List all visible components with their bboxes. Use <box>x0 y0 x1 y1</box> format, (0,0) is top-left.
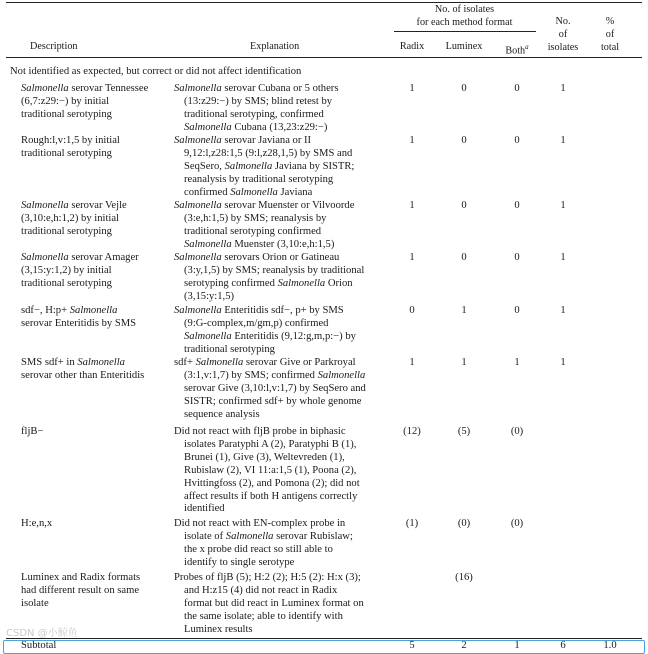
col-pct-header: % of total <box>600 16 620 53</box>
row-both-count: (0) <box>510 518 524 529</box>
row-luminex-count: (16) <box>455 572 473 583</box>
row-isolates-count: 1 <box>560 252 566 263</box>
row-radix-count: 1 <box>409 252 415 263</box>
row-radix-count: (1) <box>405 518 419 529</box>
row-explanation: Did not react with fljB probe in biphasic isolates Paratyphi A (2), Paratyphi B (1), Brunei (1), Give (3), Weltevreden (1), Rubislaw (2), VI 11:a:1,5 (1), Poona (2), Hvittingfoss (2), and Pomona (2); did not affect results if both H antigens correctly identified <box>174 426 360 515</box>
row-description: Salmonella serovar Vejle (3,10:e,h:1,2) by initial traditional serotyping <box>21 200 127 237</box>
row-explanation: Salmonella Enteritidis sdf−, p+ by SMS (9:G-complex,m/gm,p) confirmed Salmonella Enteritidis (9,12:g,m,p:−) by traditional serotyping <box>174 305 356 355</box>
row-radix-count: 1 <box>409 200 415 211</box>
row-luminex-count: (5) <box>457 426 471 437</box>
row-explanation: sdf+ Salmonella serovar Give or Parkroyal (3:1,v:1,7) by SMS; confirmed Salmonella serovar Give (3,10:l,v:1,7) by SeqSero and SISTR; confirmed sdf+ by whole genome sequence analysis <box>174 357 366 420</box>
row-luminex-count: 0 <box>461 135 467 146</box>
row-explanation: Salmonella serovars Orion or Gatineau (3:y,1,5) by SMS; reanalysis by traditional serotyping confirmed Salmonella Orion (3,15:y:1,5) <box>174 252 365 302</box>
row-luminex-count: 1 <box>461 357 467 368</box>
row-both-count: 0 <box>514 305 520 316</box>
row-description: sdf−, H:p+ Salmonella serovar Enteritidis by SMS <box>21 305 137 329</box>
subtotal-luminex: 2 <box>461 640 467 651</box>
row-isolates-count: 1 <box>560 200 566 211</box>
row-explanation: Salmonella serovar Cubana or 5 others (13:z29:−) by SMS; blind retest by traditional serotyping, confirmed Salmonella Cubana (13,23:z29:−) <box>174 83 339 133</box>
row-luminex-count: 0 <box>461 83 467 94</box>
col-radix-header: Radix <box>399 41 425 52</box>
subtotal-pct: 1.0 <box>603 640 617 651</box>
subtotal-radix: 5 <box>409 640 415 651</box>
group-header-rule <box>394 31 536 32</box>
watermark: CSDN @小鲸鱼 <box>6 628 78 639</box>
row-description: Salmonella serovar Tennessee (6,7:z29:−) by initial traditional serotyping <box>21 83 149 120</box>
table-top-rule <box>6 2 642 3</box>
header-bottom-rule <box>6 57 642 58</box>
row-explanation: Salmonella serovar Muenster or Vilvoorde (3:e,h:1,5) by SMS; reanalysis by traditional serotyping confirmed Salmonella Muenster (3,10:e,h:1,5) <box>174 200 355 250</box>
row-explanation: Probes of fljB (5); H:2 (2); H:5 (2): H:x (3); and H:z15 (4) did not react in Radix format but did react in Luminex format on the same isolate; able to identify with Luminex results <box>174 572 364 635</box>
col-both-header: Both$^a$ <box>505 43 529 57</box>
row-both-count: (0) <box>510 426 524 437</box>
subtotal-both: 1 <box>514 640 520 651</box>
row-luminex-count: 0 <box>461 200 467 211</box>
subtotal-rule <box>6 638 642 639</box>
row-description: H:e,n,x <box>21 518 53 529</box>
row-explanation: Salmonella serovar Javiana or II 9,12:l,z28:1,5 (9:l,z28,1,5) by SMS and SeqSero, Salmonella Javiana by SISTR; reanalysis by traditional serotyping confirmed Salmonella Javiana <box>174 135 355 198</box>
row-isolates-count: 1 <box>560 305 566 316</box>
row-description: Salmonella serovar Amager (3,15:y:1,2) by initial traditional serotyping <box>21 252 139 289</box>
row-both-count: 0 <box>514 83 520 94</box>
row-luminex-count: 1 <box>461 305 467 316</box>
row-both-count: 0 <box>514 135 520 146</box>
row-luminex-count: (0) <box>457 518 471 529</box>
row-description: Rough:l,v:1,5 by initial traditional serotyping <box>21 135 120 159</box>
row-description: Luminex and Radix formats had different result on same isolate <box>21 572 141 609</box>
col-no-isolates-header: No. of isolates <box>547 16 579 53</box>
row-isolates-count: 1 <box>560 357 566 368</box>
row-both-count: 1 <box>514 357 520 368</box>
row-explanation: Did not react with EN-complex probe in isolate of Salmonella serovar Rubislaw; the x probe did react so still able to identify to single serotype <box>174 518 353 568</box>
subtotal-label: Subtotal <box>21 640 57 651</box>
col-luminex-header: Luminex <box>445 41 483 52</box>
col-description-header: Description <box>30 41 78 52</box>
row-isolates-count: 1 <box>560 83 566 94</box>
section-title: Not identified as expected, but correct or did not affect identification <box>10 66 302 77</box>
group-header: No. of isolates for each method format <box>416 4 513 28</box>
row-description: fljB− <box>21 426 44 437</box>
subtotal-isolates: 6 <box>560 640 566 651</box>
row-description: SMS sdf+ in Salmonella serovar other than Enteritidis <box>21 357 145 381</box>
row-both-count: 0 <box>514 252 520 263</box>
row-luminex-count: 0 <box>461 252 467 263</box>
row-radix-count: (12) <box>403 426 421 437</box>
row-radix-count: 1 <box>409 357 415 368</box>
row-radix-count: 0 <box>409 305 415 316</box>
row-both-count: 0 <box>514 200 520 211</box>
col-explanation-header: Explanation <box>250 41 300 52</box>
row-isolates-count: 1 <box>560 135 566 146</box>
row-radix-count: 1 <box>409 135 415 146</box>
row-radix-count: 1 <box>409 83 415 94</box>
